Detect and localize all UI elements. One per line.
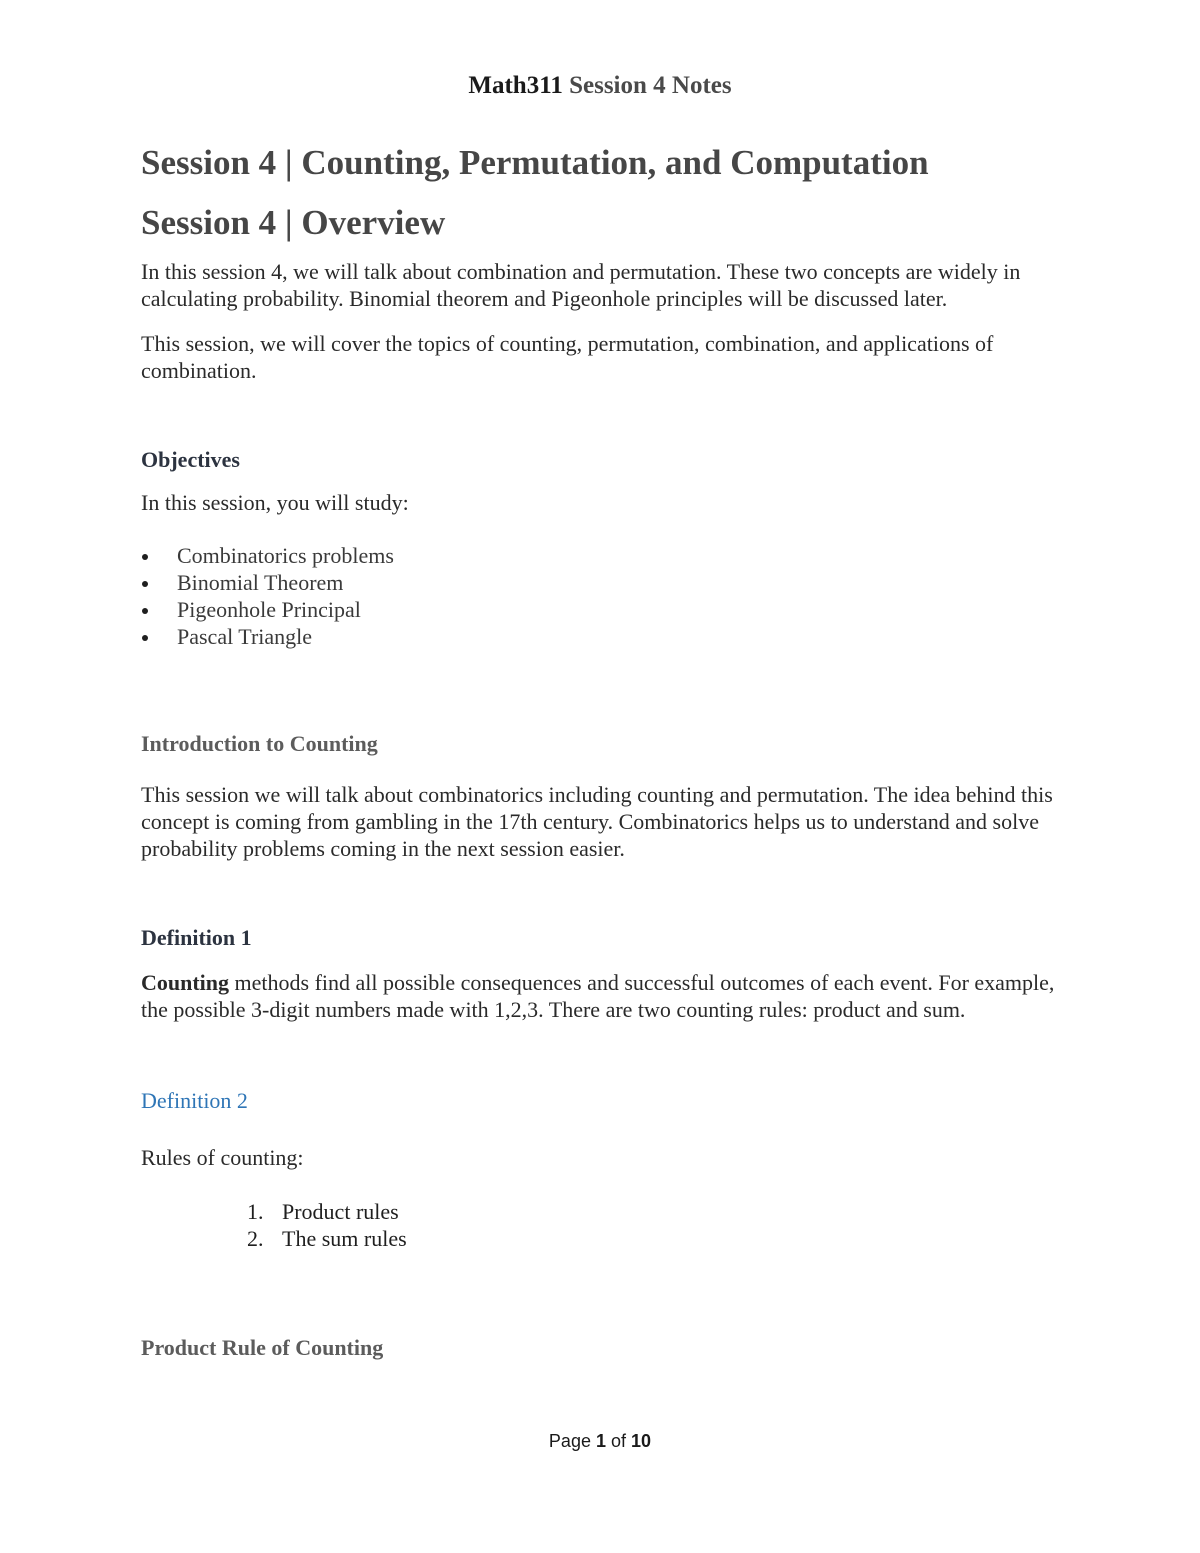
list-item: Binomial Theorem: [141, 569, 1071, 596]
page-header: [0, 72, 1200, 100]
rules-intro: Rules of counting:: [141, 1145, 304, 1170]
definition-1-paragraph: Counting methods find all possible consequences and successful outcomes of each event. For example, the possible 3-digit numbers made with 1,2,3. There are two counting rules: product and sum.: [141, 970, 1055, 1022]
list-item: Pigeonhole Principal: [141, 596, 1071, 623]
overview-heading: Session 4 | Overview: [141, 203, 446, 242]
bullet-icon: [142, 608, 148, 614]
page-title: Session 4 | Counting, Permutation, and Computation: [141, 143, 929, 182]
bullet-icon: [142, 554, 148, 560]
list-item: Pascal Triangle: [141, 623, 1071, 650]
document-body: [141, 140, 1071, 1361]
page-footer: Page 1 of 10: [548, 1431, 652, 1451]
list-item: 2. The sum rules: [247, 1226, 407, 1251]
header-course: Math311: [468, 72, 563, 99]
list-item: 1. Product rules: [247, 1199, 399, 1224]
intro-counting-heading: Introduction to Counting: [141, 731, 378, 756]
rules-list: [141, 1198, 1071, 1252]
definition-1-heading: Definition 1: [141, 925, 252, 950]
objectives-intro: In this session, you will study:: [141, 490, 409, 515]
objectives-list: [141, 542, 1071, 650]
overview-paragraph-2: This session, we will cover the topics of counting, permutation, combination, and applications of combination.: [141, 331, 994, 383]
bullet-icon: [142, 635, 148, 641]
definition-2-heading: Definition 2: [141, 1088, 248, 1113]
list-item: Combinatorics problems: [141, 542, 1071, 569]
page-total: 10: [631, 1431, 652, 1451]
overview-paragraph-1: In this session 4, we will talk about combination and permutation. These two concepts are widely in calculating probability. Binomial theorem and Pigeonhole principles will be discussed later.: [141, 259, 1021, 311]
objectives-heading: Objectives: [141, 447, 240, 472]
product-rule-heading: Product Rule of Counting: [141, 1335, 384, 1360]
bullet-icon: [142, 581, 148, 587]
header-title: Session 4 Notes: [569, 72, 732, 99]
intro-counting-paragraph: This session we will talk about combinatorics including counting and permutation. The idea behind this concept is coming from gambling in the 17th century. Combinatorics helps us to understand and solve probability problems coming in the next session easier.: [141, 782, 1053, 861]
page-number: 1: [595, 1431, 606, 1451]
definition-1-term: Counting: [141, 970, 230, 995]
